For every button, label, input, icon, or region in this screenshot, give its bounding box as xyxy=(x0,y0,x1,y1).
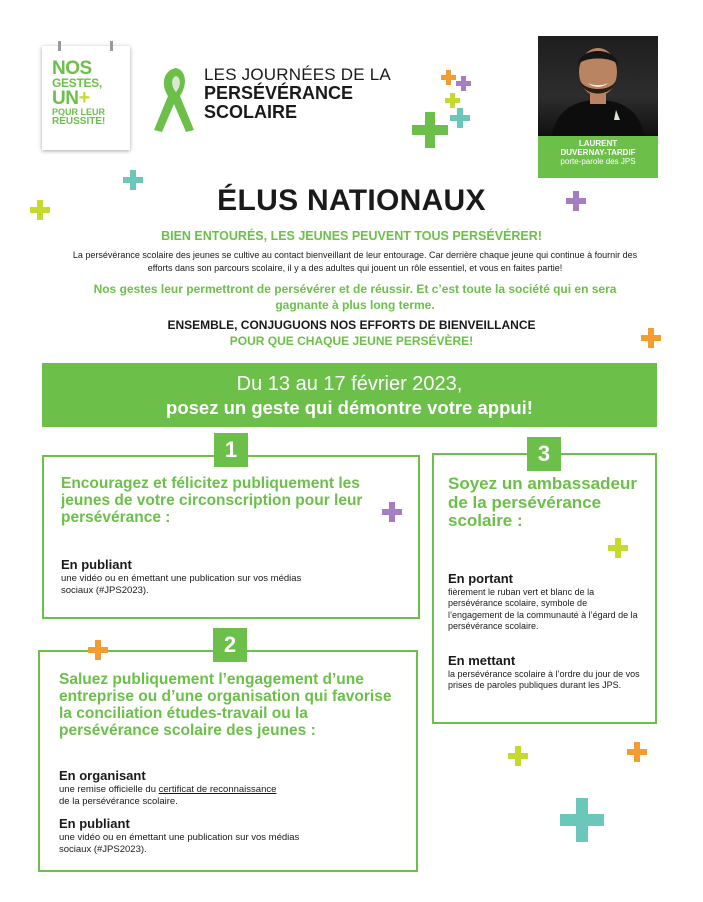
plus-icon xyxy=(508,746,528,766)
box-1-title: Encouragez et félicitez publiquement les jeunes de votre circonscription pour leur persévérance : xyxy=(61,475,363,527)
plus-icon xyxy=(382,502,402,522)
poster-line-un: UN xyxy=(52,88,79,110)
spokesperson-first-name: LAURENT xyxy=(578,139,618,148)
plus-icon: + xyxy=(78,87,90,110)
gestes-paragraph: Nos gestes leur permettront de persévérer et de réussir. Et c’est toute la société qui en sera gagnante à plus long terme. xyxy=(93,282,617,313)
poster-line: NOS xyxy=(52,58,92,79)
box-2-action-2-head: En publiant xyxy=(59,816,130,831)
plus-icon xyxy=(30,200,50,220)
plus-icon xyxy=(450,108,470,128)
box-3-action-1-head: En portant xyxy=(448,571,513,586)
plus-icon xyxy=(88,640,108,660)
logo-line-1: LES JOURNÉES DE LA xyxy=(204,65,391,84)
box-2-action-1-post: de la persévérance scolaire. xyxy=(59,795,178,807)
plus-icon xyxy=(608,538,628,558)
ensemble-line-1: ENSEMBLE, CONJUGUONS NOS EFFORTS DE BIENVEILLANCE xyxy=(167,318,536,332)
ensemble-line-2: POUR QUE CHAQUE JEUNE PERSÉVÈRE! xyxy=(229,333,474,348)
logo-line-3: SCOLAIRE xyxy=(204,101,298,122)
subtitle: BIEN ENTOURÉS, LES JEUNES PEUVENT TOUS PERSÉVÉRER! xyxy=(161,229,542,243)
number-badge-2: 2 xyxy=(213,628,247,662)
number-badge-1: 1 xyxy=(214,433,248,467)
plus-icon xyxy=(445,93,460,108)
box-3-action-1-text: fièrement le ruban vert et blanc de la persévérance scolaire, symbole de l’engagement de la communauté à l’égard de la persévérance scolaire. xyxy=(448,587,638,631)
logo-line-2: PERSÉVÉRANCE xyxy=(204,82,354,103)
box-2-title: Saluez publiquement l’engagement d’une entreprise ou d’une organisation qui favorise la conciliation études-travail ou la persévérance scolaire des jeunes : xyxy=(59,671,392,740)
page-title: ÉLUS NATIONAUX xyxy=(217,184,486,217)
box-1-action-text: une vidéo ou en émettant une publication sur vos médias sociaux (#JPS2023). xyxy=(61,573,302,596)
box-3-title: Soyez un ambassadeur de la persévérance scolaire : xyxy=(448,474,637,531)
plus-icon xyxy=(456,76,471,91)
box-3-action-2-head: En mettant xyxy=(448,653,516,668)
plus-icon xyxy=(441,70,456,85)
banner-dates: Du 13 au 17 février 2023, xyxy=(236,373,463,395)
poster-line: RÉUSSITE! xyxy=(52,116,106,128)
plus-icon xyxy=(566,191,586,211)
poster-line: GESTES, xyxy=(52,76,102,91)
poster-line: POUR LEUR xyxy=(52,107,106,118)
spokesperson-role: porte-parole des JPS xyxy=(560,157,636,167)
plus-icon xyxy=(560,798,604,842)
number-badge-3: 3 xyxy=(527,437,561,471)
plus-icon xyxy=(412,112,448,148)
plus-icon xyxy=(627,742,647,762)
certificate-link[interactable]: certificat de reconnaissance xyxy=(158,784,277,795)
box-3-action-2-text: la persévérance scolaire à l’ordre du jour de vos prises de paroles publiques durant les JPS. xyxy=(448,669,640,691)
banner-call: posez un geste qui démontre votre appui! xyxy=(166,397,533,418)
box-1-action-head: En publiant xyxy=(61,557,132,572)
box-2-action-1-head: En organisant xyxy=(59,768,146,783)
box-2-action-2-text: une vidéo ou en émettant une publication sur vos médias sociaux (#JPS2023). xyxy=(59,832,300,855)
intro-paragraph: La persévérance scolaire des jeunes se cultive au contact bienveillant de leur entourage. Car derrière chaque jeune qui continue à fournir des efforts dans son parcours scolaire, il y a des adultes qui jouent un rôle essentiel, et vous en faites partie! xyxy=(72,250,638,274)
spokesperson-last-name: DUVERNAY-TARDIF xyxy=(560,148,636,158)
plus-icon xyxy=(123,170,143,190)
plus-icon xyxy=(641,328,661,348)
box-2-action-1-pre: une remise officielle du xyxy=(59,784,159,795)
